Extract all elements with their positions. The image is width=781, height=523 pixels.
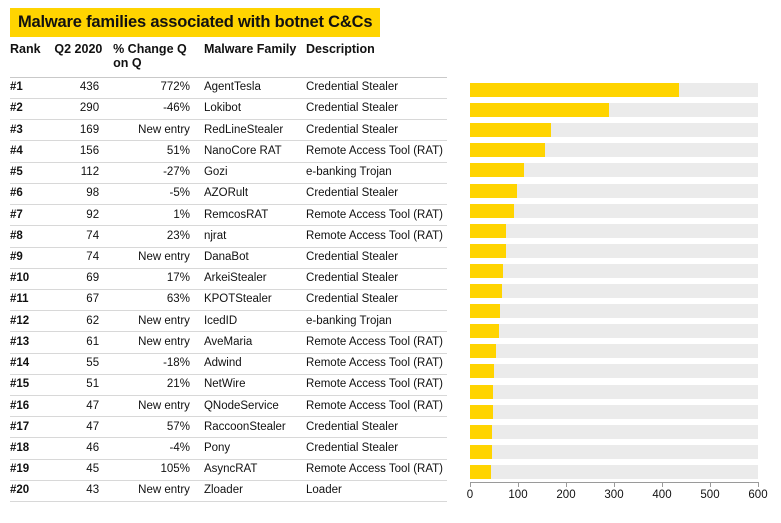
bar-track <box>470 204 758 218</box>
cell-change: 57% <box>113 417 204 438</box>
cell-rank: #7 <box>10 205 54 226</box>
cell-description: Credential Stealer <box>306 417 447 438</box>
bar-fill <box>470 425 492 439</box>
bar-row <box>470 244 758 258</box>
bar-fill <box>470 123 551 137</box>
cell-rank: #8 <box>10 226 54 247</box>
cell-description: Credential Stealer <box>306 98 447 119</box>
table-row <box>10 162 447 183</box>
cell-description: Remote Access Tool (RAT) <box>306 205 447 226</box>
axis-tick-label: 100 <box>508 489 528 501</box>
cell-description: Credential Stealer <box>306 77 447 98</box>
cell-rank: #12 <box>10 311 54 332</box>
cell-description: Credential Stealer <box>306 120 447 141</box>
malware-table-container <box>10 42 447 502</box>
cell-description: Credential Stealer <box>306 268 447 289</box>
cell-q2-2020: 46 <box>54 438 113 459</box>
cell-change: -46% <box>113 98 204 119</box>
bar-row <box>470 123 758 137</box>
axis-tick-label: 400 <box>652 489 672 501</box>
cell-malware-family: QNodeService <box>204 396 306 417</box>
cell-description: Remote Access Tool (RAT) <box>306 332 447 353</box>
page-title: Malware families associated with botnet C&Cs <box>10 8 380 37</box>
cell-rank: #18 <box>10 438 54 459</box>
cell-rank: #3 <box>10 120 54 141</box>
column-header-rank: Rank <box>10 42 54 77</box>
cell-change: New entry <box>113 247 204 268</box>
axis-tick <box>758 482 759 487</box>
cell-change: -18% <box>113 353 204 374</box>
cell-q2-2020: 67 <box>54 289 113 310</box>
bar-row <box>470 284 758 298</box>
bar-row <box>470 304 758 318</box>
bar-track <box>470 264 758 278</box>
cell-q2-2020: 169 <box>54 120 113 141</box>
cell-description: Remote Access Tool (RAT) <box>306 374 447 395</box>
cell-q2-2020: 156 <box>54 141 113 162</box>
cell-q2-2020: 92 <box>54 205 113 226</box>
cell-malware-family: Lokibot <box>204 98 306 119</box>
cell-q2-2020: 436 <box>54 77 113 98</box>
bar-fill <box>470 405 493 419</box>
bar-fill <box>470 224 506 238</box>
table-row <box>10 417 447 438</box>
bar-row <box>470 425 758 439</box>
cell-q2-2020: 45 <box>54 459 113 480</box>
cell-description: Remote Access Tool (RAT) <box>306 353 447 374</box>
bar-fill <box>470 364 494 378</box>
bar-fill <box>470 244 506 258</box>
bar-row <box>470 385 758 399</box>
bar-row <box>470 324 758 338</box>
chart-x-axis <box>466 482 768 510</box>
cell-malware-family: IcedID <box>204 311 306 332</box>
table-row <box>10 77 447 98</box>
cell-rank: #1 <box>10 77 54 98</box>
cell-description: Credential Stealer <box>306 247 447 268</box>
table-row <box>10 183 447 204</box>
table-body <box>10 77 447 501</box>
bar-track <box>470 324 758 338</box>
table-row <box>10 141 447 162</box>
cell-description: e-banking Trojan <box>306 311 447 332</box>
cell-malware-family: Gozi <box>204 162 306 183</box>
cell-change: 772% <box>113 77 204 98</box>
cell-change: 105% <box>113 459 204 480</box>
table-row <box>10 226 447 247</box>
bar-track <box>470 143 758 157</box>
cell-malware-family: NanoCore RAT <box>204 141 306 162</box>
cell-description: Remote Access Tool (RAT) <box>306 141 447 162</box>
cell-q2-2020: 98 <box>54 183 113 204</box>
bar-track <box>470 103 758 117</box>
chart-plot-area <box>470 80 758 482</box>
cell-rank: #6 <box>10 183 54 204</box>
cell-q2-2020: 74 <box>54 247 113 268</box>
table-row <box>10 332 447 353</box>
cell-malware-family: Adwind <box>204 353 306 374</box>
title-container <box>10 8 380 37</box>
cell-malware-family: DanaBot <box>204 247 306 268</box>
bar-track <box>470 244 758 258</box>
bar-fill <box>470 184 517 198</box>
bar-track <box>470 465 758 479</box>
cell-malware-family: AgentTesla <box>204 77 306 98</box>
malware-table <box>10 42 447 502</box>
bar-track <box>470 224 758 238</box>
cell-q2-2020: 43 <box>54 480 113 501</box>
cell-rank: #10 <box>10 268 54 289</box>
table-row <box>10 374 447 395</box>
cell-q2-2020: 51 <box>54 374 113 395</box>
cell-change: New entry <box>113 480 204 501</box>
cell-change: New entry <box>113 396 204 417</box>
bar-fill <box>470 204 514 218</box>
cell-q2-2020: 74 <box>54 226 113 247</box>
cell-description: Remote Access Tool (RAT) <box>306 459 447 480</box>
cell-malware-family: KPOTStealer <box>204 289 306 310</box>
column-header-q2: Q2 2020 <box>54 42 113 77</box>
cell-q2-2020: 47 <box>54 417 113 438</box>
bar-row <box>470 204 758 218</box>
bar-fill <box>470 143 545 157</box>
cell-change: 21% <box>113 374 204 395</box>
table-row <box>10 459 447 480</box>
bar-row <box>470 184 758 198</box>
bar-row <box>470 224 758 238</box>
cell-q2-2020: 290 <box>54 98 113 119</box>
axis-tick <box>662 482 663 487</box>
table-header-row <box>10 42 447 77</box>
table-row <box>10 120 447 141</box>
cell-malware-family: AsyncRAT <box>204 459 306 480</box>
cell-malware-family: AveMaria <box>204 332 306 353</box>
cell-malware-family: RemcosRAT <box>204 205 306 226</box>
bar-chart <box>466 80 770 510</box>
bar-row <box>470 264 758 278</box>
axis-tick-label: 300 <box>604 489 624 501</box>
cell-q2-2020: 69 <box>54 268 113 289</box>
cell-change: New entry <box>113 332 204 353</box>
table-row <box>10 289 447 310</box>
bar-track <box>470 83 758 97</box>
axis-tick <box>566 482 567 487</box>
cell-rank: #11 <box>10 289 54 310</box>
table-header <box>10 42 447 77</box>
bar-fill <box>470 385 493 399</box>
axis-tick <box>614 482 615 487</box>
bar-fill <box>470 284 502 298</box>
cell-rank: #5 <box>10 162 54 183</box>
bar-track <box>470 184 758 198</box>
axis-tick-label: 0 <box>466 489 474 501</box>
bar-fill <box>470 324 499 338</box>
axis-tick <box>470 482 471 487</box>
cell-malware-family: AZORult <box>204 183 306 204</box>
bar-fill <box>470 445 492 459</box>
bar-track <box>470 123 758 137</box>
bar-row <box>470 103 758 117</box>
cell-malware-family: njrat <box>204 226 306 247</box>
cell-change: New entry <box>113 311 204 332</box>
cell-rank: #20 <box>10 480 54 501</box>
bar-track <box>470 344 758 358</box>
cell-malware-family: RaccoonStealer <box>204 417 306 438</box>
bar-fill <box>470 304 500 318</box>
cell-rank: #15 <box>10 374 54 395</box>
cell-rank: #19 <box>10 459 54 480</box>
table-row <box>10 205 447 226</box>
bar-row <box>470 364 758 378</box>
bar-track <box>470 304 758 318</box>
cell-q2-2020: 55 <box>54 353 113 374</box>
cell-q2-2020: 47 <box>54 396 113 417</box>
bar-row <box>470 405 758 419</box>
cell-rank: #2 <box>10 98 54 119</box>
cell-description: Remote Access Tool (RAT) <box>306 226 447 247</box>
axis-tick-label: 200 <box>556 489 576 501</box>
axis-tick-label: 500 <box>700 489 720 501</box>
bar-track <box>470 425 758 439</box>
cell-rank: #14 <box>10 353 54 374</box>
bar-track <box>470 445 758 459</box>
cell-malware-family: Pony <box>204 438 306 459</box>
axis-tick <box>710 482 711 487</box>
column-header-change: % Change Q on Q <box>113 42 204 77</box>
bar-fill <box>470 344 496 358</box>
axis-tick <box>518 482 519 487</box>
cell-change: 1% <box>113 205 204 226</box>
cell-description: e-banking Trojan <box>306 162 447 183</box>
cell-rank: #4 <box>10 141 54 162</box>
table-row <box>10 311 447 332</box>
column-header-family: Malware Family <box>204 42 306 77</box>
bar-row <box>470 465 758 479</box>
cell-description: Credential Stealer <box>306 183 447 204</box>
cell-description: Loader <box>306 480 447 501</box>
bar-fill <box>470 264 503 278</box>
bar-row <box>470 83 758 97</box>
cell-malware-family: NetWire <box>204 374 306 395</box>
bar-track <box>470 284 758 298</box>
axis-tick-label: 600 <box>748 489 768 501</box>
table-row <box>10 268 447 289</box>
bar-row <box>470 143 758 157</box>
cell-rank: #13 <box>10 332 54 353</box>
bar-row <box>470 445 758 459</box>
bar-track <box>470 364 758 378</box>
bar-fill <box>470 163 524 177</box>
table-row <box>10 480 447 501</box>
cell-change: 63% <box>113 289 204 310</box>
cell-malware-family: Zloader <box>204 480 306 501</box>
cell-change: -4% <box>113 438 204 459</box>
cell-change: -5% <box>113 183 204 204</box>
bar-row <box>470 344 758 358</box>
cell-change: -27% <box>113 162 204 183</box>
table-row <box>10 98 447 119</box>
cell-q2-2020: 112 <box>54 162 113 183</box>
cell-change: 23% <box>113 226 204 247</box>
table-row <box>10 396 447 417</box>
cell-description: Credential Stealer <box>306 438 447 459</box>
cell-q2-2020: 61 <box>54 332 113 353</box>
table-row <box>10 353 447 374</box>
column-header-description: Description <box>306 42 447 77</box>
cell-malware-family: ArkeiStealer <box>204 268 306 289</box>
bar-fill <box>470 465 491 479</box>
cell-q2-2020: 62 <box>54 311 113 332</box>
cell-rank: #17 <box>10 417 54 438</box>
bar-fill <box>470 83 679 97</box>
cell-change: 17% <box>113 268 204 289</box>
table-row <box>10 247 447 268</box>
cell-change: New entry <box>113 120 204 141</box>
bar-fill <box>470 103 609 117</box>
cell-rank: #9 <box>10 247 54 268</box>
bar-row <box>470 163 758 177</box>
bar-track <box>470 405 758 419</box>
bar-track <box>470 385 758 399</box>
cell-change: 51% <box>113 141 204 162</box>
cell-description: Remote Access Tool (RAT) <box>306 396 447 417</box>
cell-description: Credential Stealer <box>306 289 447 310</box>
table-row <box>10 438 447 459</box>
bar-track <box>470 163 758 177</box>
cell-rank: #16 <box>10 396 54 417</box>
cell-malware-family: RedLineStealer <box>204 120 306 141</box>
